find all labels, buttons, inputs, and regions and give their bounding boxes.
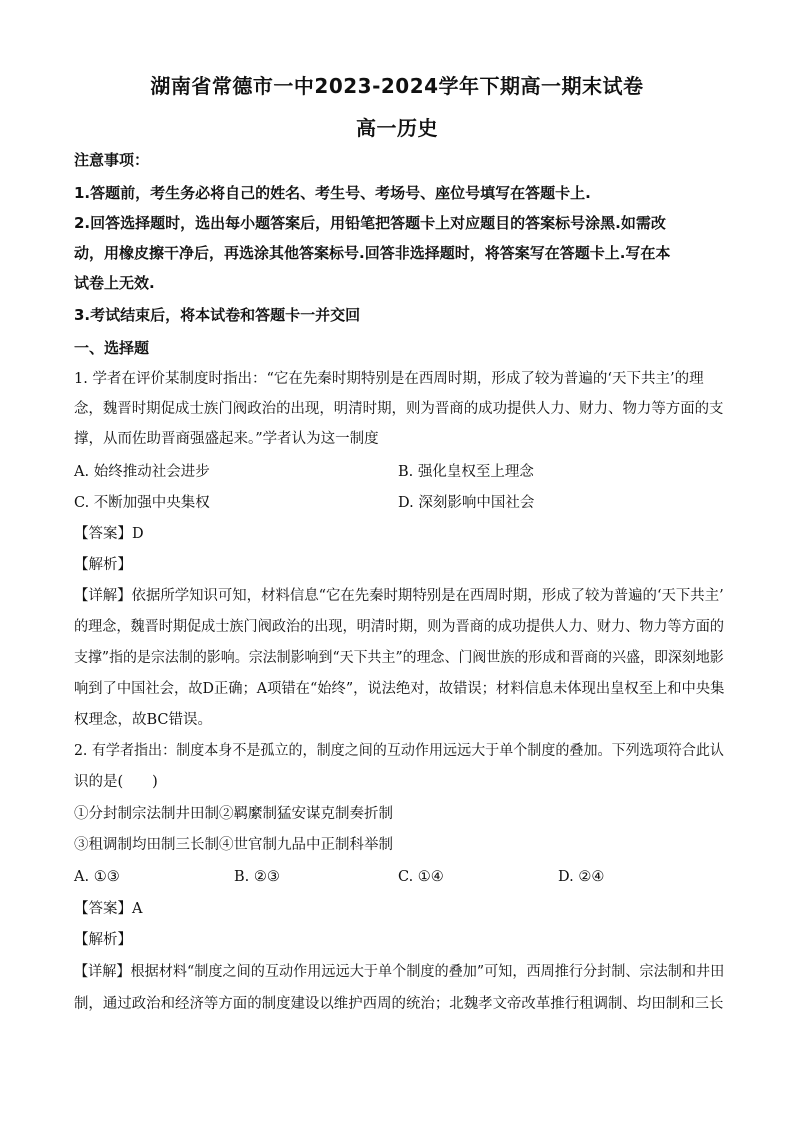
q1-analysis-label: 【解析】 bbox=[74, 557, 132, 573]
q1-option-b: B. 强化皇权至上理念 bbox=[398, 464, 534, 480]
q2-stem-line-1: 2. 有学者指出：制度本身不是孤立的，制度之间的互动作用远远大于单个制度的叠加。下列选项符合此认 bbox=[74, 743, 724, 759]
q1-option-a: A. 始终推动社会进步 bbox=[74, 464, 210, 480]
q1-stem-line-3: 撑，从而佐助晋商强盛起来。”学者认为这一制度 bbox=[74, 431, 379, 447]
q2-detail-line-1: 【详解】根据材料“制度之间的互动作用远远大于单个制度的叠加”可知，西周推行分封制、宗法制和井田 bbox=[74, 964, 725, 980]
notice-item-2-line-1: 2.回答选择题时，选出每小题答案后，用铅笔把答题卡上对应题目的答案标号涂黑.如需改 bbox=[74, 214, 666, 232]
q1-answer: 【答案】D bbox=[74, 526, 144, 542]
q1-detail-line-1: 【详解】依据所学知识可知，材料信息“它在先秦时期特别是在西周时期，形成了较为普遍的‘天下共主’ bbox=[74, 588, 724, 604]
notice-item-1: 1.答题前，考生务必将自己的姓名、考生号、考场号、座位号填写在答题卡上. bbox=[74, 184, 591, 202]
q1-stem-line-1: 1. 学者在评价某制度时指出：“它在先秦时期特别是在西周时期，形成了较为普遍的‘天下共主’的理 bbox=[74, 371, 704, 387]
q1-detail-line-4: 响到了中国社会，故D正确；A项错在“始终”，说法绝对，故错误；材料信息未体现出皇权至上和中央集 bbox=[74, 681, 725, 697]
exam-subtitle: 高一历史 bbox=[356, 116, 438, 140]
q1-detail-line-5: 权理念，故BC错误。 bbox=[74, 712, 213, 728]
q2-detail-line-2: 制，通过政治和经济等方面的制度建设以维护西周的统治；北魏孝文帝改革推行租调制、均田制和三长 bbox=[74, 996, 724, 1012]
q2-option-b: B. ②③ bbox=[234, 869, 280, 885]
q2-stem-line-2: 识的是( ) bbox=[74, 774, 158, 790]
q2-option-c: C. ①④ bbox=[398, 869, 444, 885]
section-heading: 一、选择题 bbox=[74, 339, 150, 357]
q1-option-d: D. 深刻影响中国社会 bbox=[398, 495, 535, 511]
notice-heading: 注意事项： bbox=[74, 151, 150, 169]
q1-stem-line-2: 念，魏晋时期促成士族门阀政治的出现，明清时期，则为晋商的成功提供人力、财力、物力等方面的支 bbox=[74, 401, 724, 417]
q2-item-line-2: ③租调制均田制三长制④世官制九品中正制科举制 bbox=[74, 837, 393, 853]
exam-title: 湖南省常德市一中2023-2024学年下期高一期末试卷 bbox=[150, 74, 644, 98]
q2-item-line-1: ①分封制宗法制井田制②羁縻制猛安谋克制奏折制 bbox=[74, 806, 393, 822]
q2-option-a: A. ①③ bbox=[74, 869, 120, 885]
q2-answer: 【答案】A bbox=[74, 901, 143, 917]
q1-detail-line-2: 的理念，魏晋时期促成士族门阀政治的出现，明清时期，则为晋商的成功提供人力、财力、物力等方面的 bbox=[74, 619, 724, 635]
notice-item-2-line-2: 动，用橡皮擦干净后，再选涂其他答案标号.回答非选择题时，将答案写在答题卡上.写在本 bbox=[74, 244, 671, 262]
notice-item-2-line-3: 试卷上无效. bbox=[74, 274, 155, 292]
q1-option-c: C. 不断加强中央集权 bbox=[74, 495, 210, 511]
q2-option-d: D. ②④ bbox=[558, 869, 605, 885]
notice-item-3: 3.考试结束后，将本试卷和答题卡一并交回 bbox=[74, 306, 361, 324]
q2-analysis-label: 【解析】 bbox=[74, 932, 132, 948]
q1-detail-line-3: 支撑”指的是宗法制的影响。宗法制影响到“天下共主”的理念、门阀世族的形成和晋商的兴盛，即深刻地影 bbox=[74, 650, 724, 666]
